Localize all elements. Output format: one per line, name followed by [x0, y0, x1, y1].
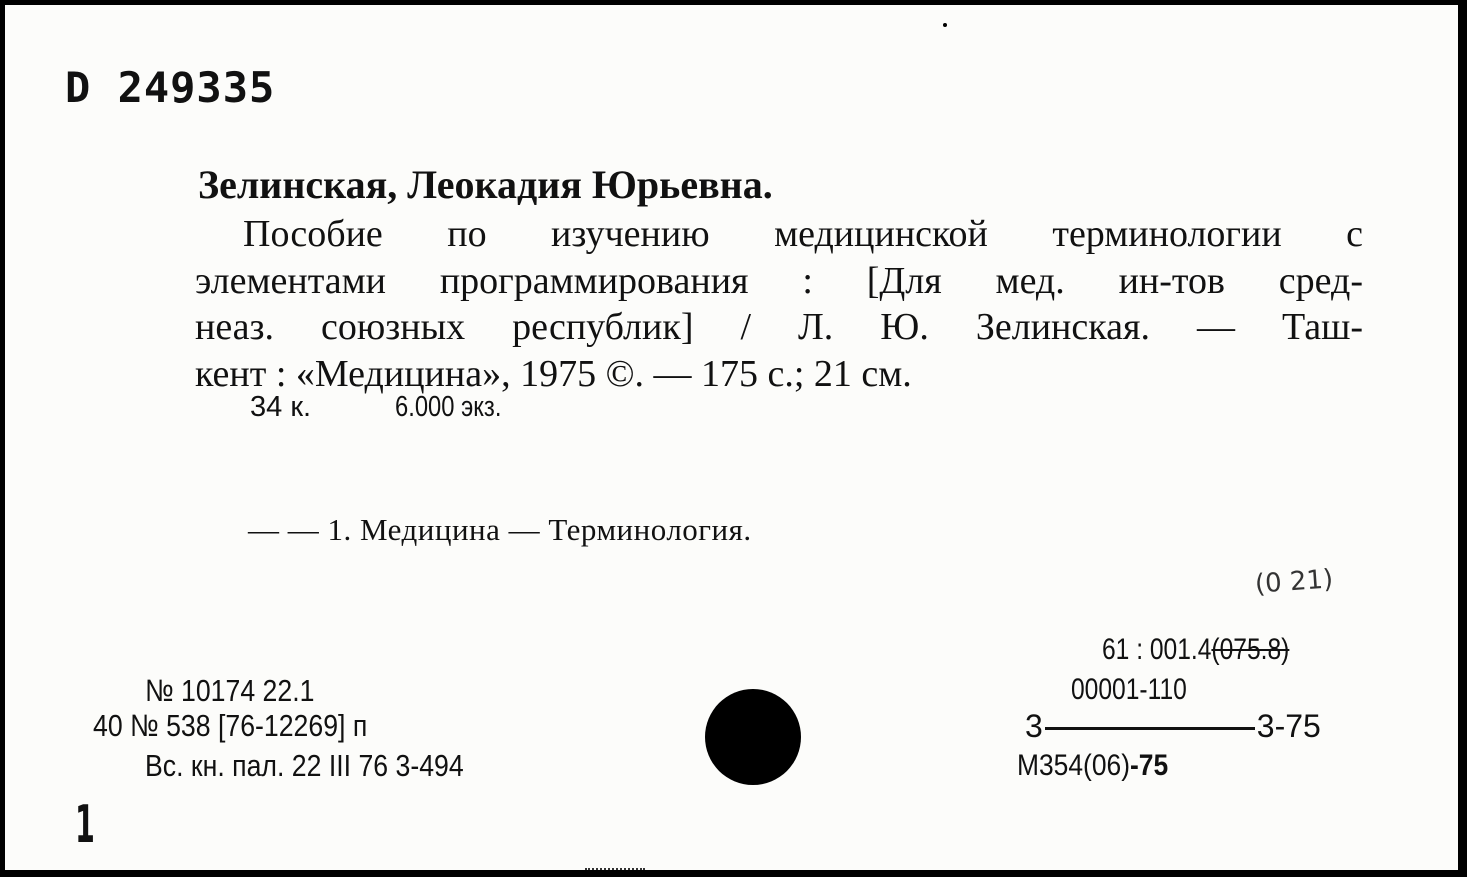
library-line-1: № 10174 22.1: [145, 673, 315, 708]
punch-hole: [705, 689, 801, 785]
document-number: D 249335: [65, 63, 276, 112]
bbk-left: 3: [1025, 708, 1043, 744]
index-code: [1017, 749, 1168, 783]
author-heading: Зелинская, Леокадия Юрьевна.: [198, 162, 773, 207]
bbk-index: [1025, 708, 1321, 745]
ink-dot: [943, 23, 947, 27]
description-line: Пособие по изучению медицинской терминологии с: [243, 213, 1363, 255]
handwritten-digit: 1: [75, 795, 95, 855]
bbk-right: 3-75: [1256, 708, 1321, 744]
edge-mark: [585, 868, 645, 872]
udc-index: [1102, 633, 1289, 667]
udc-main: 61 : 001.4: [1102, 633, 1212, 666]
library-line-2: 40 № 538 [76-12269] п: [93, 708, 368, 743]
description-line: элементами программирования : [Для мед. ин-тов сред-: [195, 259, 1363, 302]
price: 34 к.: [250, 391, 312, 423]
index-code-year: -75: [1129, 749, 1169, 782]
library-line-3: Вс. кн. пал. 22 III 76 3-494: [145, 748, 464, 783]
handwritten-note: (0 21): [1254, 564, 1335, 600]
subject-heading: — — 1. Медицина — Терминология.: [248, 512, 752, 547]
bbk-dash: [1045, 727, 1255, 730]
description-line: кент : «Медицина», 1975 ©. — 175 с.; 21 см.: [195, 352, 912, 395]
description-line: неаз. союзных республик] / Л. Ю. Зелинская. — Таш-: [195, 306, 1363, 348]
bibliographic-description: [195, 211, 1363, 397]
udc-struck: (075.8): [1211, 633, 1290, 666]
catalog-card: [3, 3, 1460, 872]
udc-code: 00001-110: [1071, 673, 1187, 706]
print-run: 6.000 экз.: [395, 391, 502, 423]
index-code-main: М354(06): [1017, 749, 1130, 782]
